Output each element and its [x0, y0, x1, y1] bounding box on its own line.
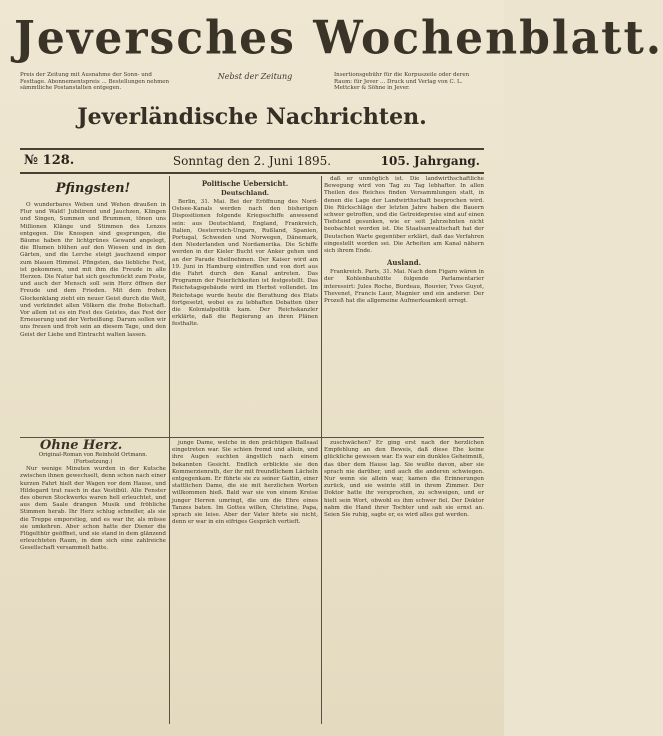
novel-text: junge Dame, welche in den prächtigen Ballsaal eingetreten war. Sie schien fremd und allein, und ihre Augen suchten ängstlich nach einem bekannten Gesicht. Endlich erblickte sie den Kommerzienrath, der ihr mit freundlichem Lächeln entgegenkam. Er führte sie zu seiner Gattin, einer stattlichen Dame, die sie mit herzlichen Worten willkommen hieß. Bald war sie von einem Kreise junger Herren umringt, die um die Ehre eines Tanzes baten. Im Gottes willen, Christine, Papa, sprach sie leise. Aber der Vater hörte sie nicht, denn er war in ein eifriges Gespräch vertieft.	[172, 440, 318, 526]
novel-text: zuschwächen? Er ging erst nach der herzlichen Empfehlung an den Beweis, daß diese Ehe keine glückliche gewesen war. Es war ein dunkles Geheimniß, das über dem Hause lag. Sie wußte davon, aber sie sprach nie darüber, und auch die anderen schwiegen. Nur wenn sie allein war, kamen die Erinnerungen zurück, und sie weinte still in ihrem Zimmer. Der Doktor hatte ihr versprochen, zu schweigen, und er hielt sein Wort, obwohl es ihm schwer fiel. Der Doktor nahm die Hand ihrer Tochter und sah sie ernst an. Seien Sie ruhig, sagte er, es wird alles gut werden.	[324, 440, 484, 519]
novel-column-2	[172, 440, 318, 724]
article-text: Berlin, 31. Mai. Bei der Eröffnung des Nord-Ostsee-Kanals werden nach den bisherigen Dispositionen folgende Kriegsschiffe anwesend sein: aus Deutschland, England, Frankreich, Italien, Oesterreich-Ungarn, Rußland, Spanien, Portugal, Schweden und Norwegen, Dänemark, den Niederlanden und Nordamerika. Die Schiffe werden in der Kieler Bucht vor Anker gehen und an der Parade theilnehmen. Der Kaiser wird am 19. Juni in Hamburg eintreffen und von dort aus die Fahrt durch den Kanal antreten. Das Programm der Feierlichkeiten ist festgestellt. Das Reichstagsgebäude wird im Herbst vollendet. Im Reichstage wurde heute die Berathung des Etats fortgesetzt, wobei es zu lebhaften Debatten über die Kolonialpolitik kam. Der Reichskanzler erklärte, daß die Regierung an ihren Plänen festhalte.	[172, 199, 318, 328]
news-column	[324, 176, 484, 434]
article-text: O wunderbares Weben und Wehen draußen in Flur und Wald! Jubilirend und Jauchzen, Klingen und Singen, Summen und Brummen, tönen uns Millionen Klänge und Stimmen des Lenzes entgegen. Die Knospen sind gesprungen, die Bäume haben ihr lichtgrünes Gewand angelegt, die Blumen blühen auf den Wiesen und in den Gärten, und die Lerche steigt jauchzend empor zum blauen Himmel. Pfingsten, das liebliche Fest, ist gekommen, und mit ihm die Freude in alle Herzen. Die Natur hat sich geschmückt zum Feste, und auch der Mensch soll sein Herz öffnen der Freude und dem Frieden. Mit dem frohen Glockenklang zieht ein neuer Geist durch die Welt, und verkündet allen Völkern die frohe Botschaft. Vor allem ist es ein Fest des Geistes, das Fest der Erneuerung und der Verheißung. Darum sollen wir uns freuen und froh sein an diesem Tage, und den Geist der Liebe und Eintracht walten lassen.	[20, 202, 166, 338]
novel-text: Nur wenige Minuten wurden in der Kutsche zwischen ihnen gewechselt, denn schon nach einer kurzen Fahrt hielt der Wagen vor dem Hause, und Hildegard trat rasch in das Vestibül. Alle Fenster des oberen Stockwerks waren hell erleuchtet, und aus dem Saale drangen Musik und fröhliche Stimmen herab. Ihr Herz schlug schneller, als sie die Treppe emporstieg, und es war ihr, als müsse sie umkehren. Aber schon hatte der Diener die Flügelthür geöffnet, und sie stand in dem glänzend erleuchteten Raum, in dem sich eine zahlreiche Gesellschaft versammelt hatte.	[20, 466, 166, 552]
political-overview	[172, 176, 318, 434]
issue-date: Sonntag den 2. Juni 1895.	[172, 154, 332, 168]
novel-author: Original-Roman von Reinhold Ortmann.	[38, 452, 148, 459]
subheader-middle: Nebst der Zeitung	[217, 72, 293, 81]
section-subheading: Deutschland.	[220, 189, 270, 197]
column-divider	[169, 176, 170, 724]
section-heading: Politische Uebersicht.	[201, 179, 289, 188]
subheader-right: Insertionsgebühr für die Korpuszeile oder deren Raum: für Jever ... Druck und Verlag von C. L. Mettcker & Söhne in Jever.	[334, 72, 470, 92]
subheader	[20, 72, 484, 102]
article-text: Frankreich. Paris, 31. Mai. Nach dem Figaro wären in der Kohlenbauhütte folgende Parlamentarier interessirt: Jules Roche, Burdeau, Rouvier, Yves Guyot, Thevenet, Francis Laur, Magnier und ein anderer. Der Prozeß hat die allgemeine Aufmerksamkeit erregt.	[324, 269, 484, 305]
novel-title: Ohne Herz.	[40, 438, 123, 453]
section-heading-ausland: Ausland.	[386, 258, 422, 268]
article-heading: Pfingsten!	[55, 181, 131, 196]
subtitle: Jeverländische Nachrichten.	[77, 104, 427, 130]
serial-novel	[20, 440, 166, 724]
column-divider	[321, 176, 322, 724]
article-text: daß er unmöglich ist. Die landwirthschaftliche Bewegung wird von Tag zu Tag lebhafter. In allen Theilen des Reiches finden Versammlungen statt, in denen die Lage der Landwirthschaft besprochen wird. Die Rückschläge der letzten Jahre haben die Bauern schwer getroffen, und die Getreidepreise sind auf einen Tiefstand gesunken, wie er seit Jahrzehnten nicht beobachtet worden ist. Die Staatsanwaltschaft hat der Deutschen Warte gegenüber erklärt, daß das Verfahren eingestellt worden sei. Die Arbeiten am Kanal nähern sich ihrem Ende.	[324, 176, 484, 255]
issue-year: 105. Jahrgang.	[380, 154, 480, 168]
issue-bar	[20, 148, 484, 174]
novel-column-3	[324, 440, 484, 724]
novel-continuation: (Fortsetzung.)	[73, 459, 113, 466]
article-pfingsten	[20, 176, 166, 434]
masthead-title: Jeversches Wochenblatt.	[14, 11, 663, 66]
issue-number: № 128.	[24, 153, 75, 168]
subheader-left: Preis der Zeitung mit Ausnahme der Sonn- und Festtage. Abonnementspreis ... Bestellungen nehmen sämmtliche Postanstalten entgegen.	[20, 72, 170, 92]
